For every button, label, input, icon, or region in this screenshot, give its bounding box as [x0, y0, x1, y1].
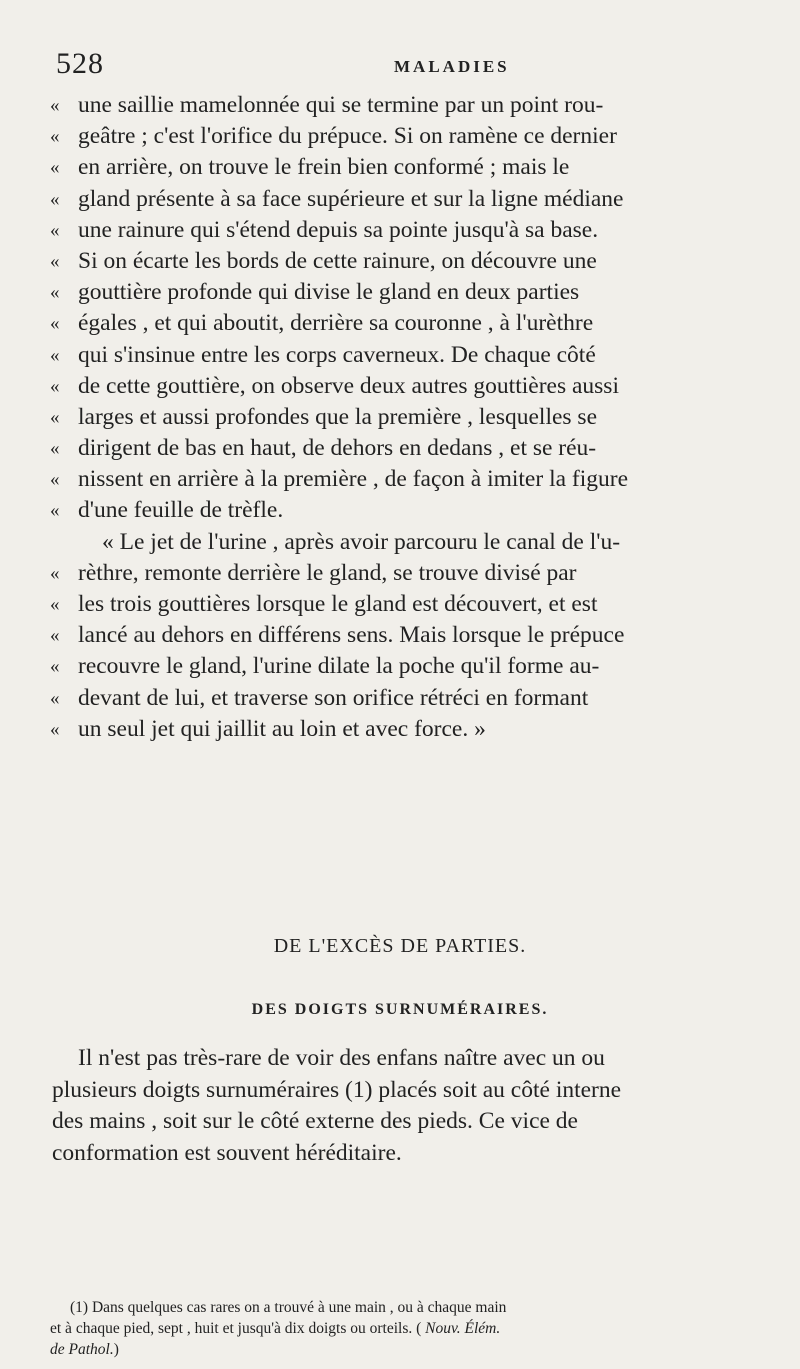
quote-line-text: un seul jet qui jaillit au loin et avec force. »	[78, 715, 486, 742]
quote-line-text: égales , et qui aboutit, derrière sa couronne , à l'urèthre	[78, 310, 594, 337]
guillemet-mark: «	[50, 126, 60, 148]
quote-line-text: gland présente à sa face supérieure et sur la ligne médiane	[78, 185, 624, 212]
quote-line-text: gouttière profonde qui divise le gland en deux parties	[78, 279, 580, 306]
footnote-line	[50, 1318, 790, 1339]
running-head: MALADIES	[394, 57, 510, 76]
quote-line	[50, 184, 780, 215]
quote-line-text: devant de lui, et traverse son orifice rétréci en formant	[78, 684, 589, 711]
page-number: 528	[56, 47, 104, 80]
footnote	[50, 1297, 790, 1360]
footnote-text: et à chaque pied, sept , huit et jusqu'à dix doigts ou orteils. (	[50, 1320, 426, 1337]
footnote-line: (1) Dans quelques cas rares on a trouvé à une main , ou à chaque main	[70, 1299, 507, 1316]
footnote-line	[50, 1339, 790, 1360]
quote-line-text: recouvre le gland, l'urine dilate la poche qu'il forme au-	[78, 653, 600, 680]
quoted-passage	[50, 90, 780, 745]
guillemet-mark: «	[50, 313, 60, 335]
quote-line	[50, 589, 780, 620]
quote-line-text: larges et aussi profondes que la première , lesquelles se	[78, 403, 598, 430]
quote-line	[50, 246, 780, 277]
quote-line	[50, 433, 780, 464]
quote-line	[50, 714, 780, 745]
quote-line-text: une saillie mamelonnée qui se termine par un point rou-	[78, 92, 604, 118]
section-subtitle: DES DOIGTS SURNUMÉRAIRES.	[251, 1001, 549, 1018]
quote-line-text: dirigent de bas en haut, de dehors en dedans , et se réu-	[78, 435, 597, 462]
guillemet-mark: «	[50, 375, 60, 397]
guillemet-mark: «	[50, 95, 60, 116]
guillemet-mark: «	[50, 469, 60, 491]
quote-line-text: qui s'insinue entre les corps caverneux. De chaque côté	[78, 341, 596, 368]
quote-line-text: lancé au dehors en différens sens. Mais lorsque le prépuce	[78, 622, 625, 649]
quote-line	[50, 651, 780, 682]
quote-line	[50, 402, 780, 433]
quote-line-text: nissent en arrière à la première , de façon à imiter la figure	[78, 466, 629, 493]
guillemet-mark: «	[50, 718, 60, 740]
footnote-citation: de Pathol.	[50, 1341, 114, 1358]
quote-line	[50, 527, 780, 558]
guillemet-mark: «	[50, 344, 60, 366]
quote-line	[50, 464, 780, 495]
quote-line	[50, 371, 780, 402]
guillemet-mark: «	[50, 562, 60, 584]
guillemet-mark: «	[50, 406, 60, 428]
quote-line	[50, 683, 780, 714]
quote-line	[50, 277, 780, 308]
quote-line-text: geâtre ; c'est l'orifice du prépuce. Si on ramène ce dernier	[78, 123, 617, 150]
guillemet-mark: «	[50, 438, 60, 460]
body-line: plusieurs doigts surnuméraires (1) placés soit au côté interne	[52, 1076, 622, 1103]
guillemet-mark: «	[50, 625, 60, 647]
page-header	[0, 47, 800, 87]
quote-line	[50, 308, 780, 339]
section-title: DE L'EXCÈS DE PARTIES.	[273, 935, 527, 957]
guillemet-mark: «	[50, 157, 60, 179]
guillemet-mark: «	[50, 500, 60, 522]
quote-line	[50, 215, 780, 246]
quote-line-text: Si on écarte les bords de cette rainure, on découvre une	[78, 247, 597, 274]
quote-line	[50, 152, 780, 183]
guillemet-mark: «	[50, 656, 60, 678]
quote-line-text: les trois gouttières lorsque le gland est découvert, et est	[78, 591, 598, 617]
quote-line	[50, 121, 780, 152]
guillemet-mark: «	[50, 687, 60, 709]
body-line: des mains , soit sur le côté externe des pieds. Ce vice de	[52, 1108, 578, 1134]
guillemet-mark: «	[50, 594, 60, 615]
quote-line-text: rèthre, remonte derrière le gland, se trouve divisé par	[78, 559, 577, 586]
quote-line-text: de cette gouttière, on observe deux autres gouttières aussi	[78, 372, 619, 399]
footnote-text: )	[113, 1341, 119, 1358]
body-paragraph	[52, 1043, 782, 1169]
guillemet-mark: «	[50, 219, 60, 241]
quote-line-text: une rainure qui s'étend depuis sa pointe jusqu'à sa base.	[78, 216, 599, 243]
guillemet-mark: «	[50, 250, 60, 272]
body-line: conformation est souvent héréditaire.	[52, 1139, 402, 1166]
body-line: Il n'est pas très-rare de voir des enfans naître avec un ou	[78, 1045, 605, 1071]
quote-line-text: en arrière, on trouve le frein bien conformé ; mais le	[78, 154, 570, 181]
guillemet-mark: «	[50, 188, 60, 210]
quote-line	[50, 340, 780, 371]
guillemet-mark: «	[50, 282, 60, 304]
quote-line-text: d'une feuille de trèfle.	[78, 497, 284, 524]
quote-line	[50, 90, 780, 121]
quote-line	[50, 495, 780, 526]
quote-line	[50, 558, 780, 589]
quote-line-text: « Le jet de l'urine , après avoir parcouru le canal de l'u-	[102, 528, 621, 555]
quote-line	[50, 620, 780, 651]
footnote-citation: Nouv. Élém.	[425, 1320, 501, 1337]
